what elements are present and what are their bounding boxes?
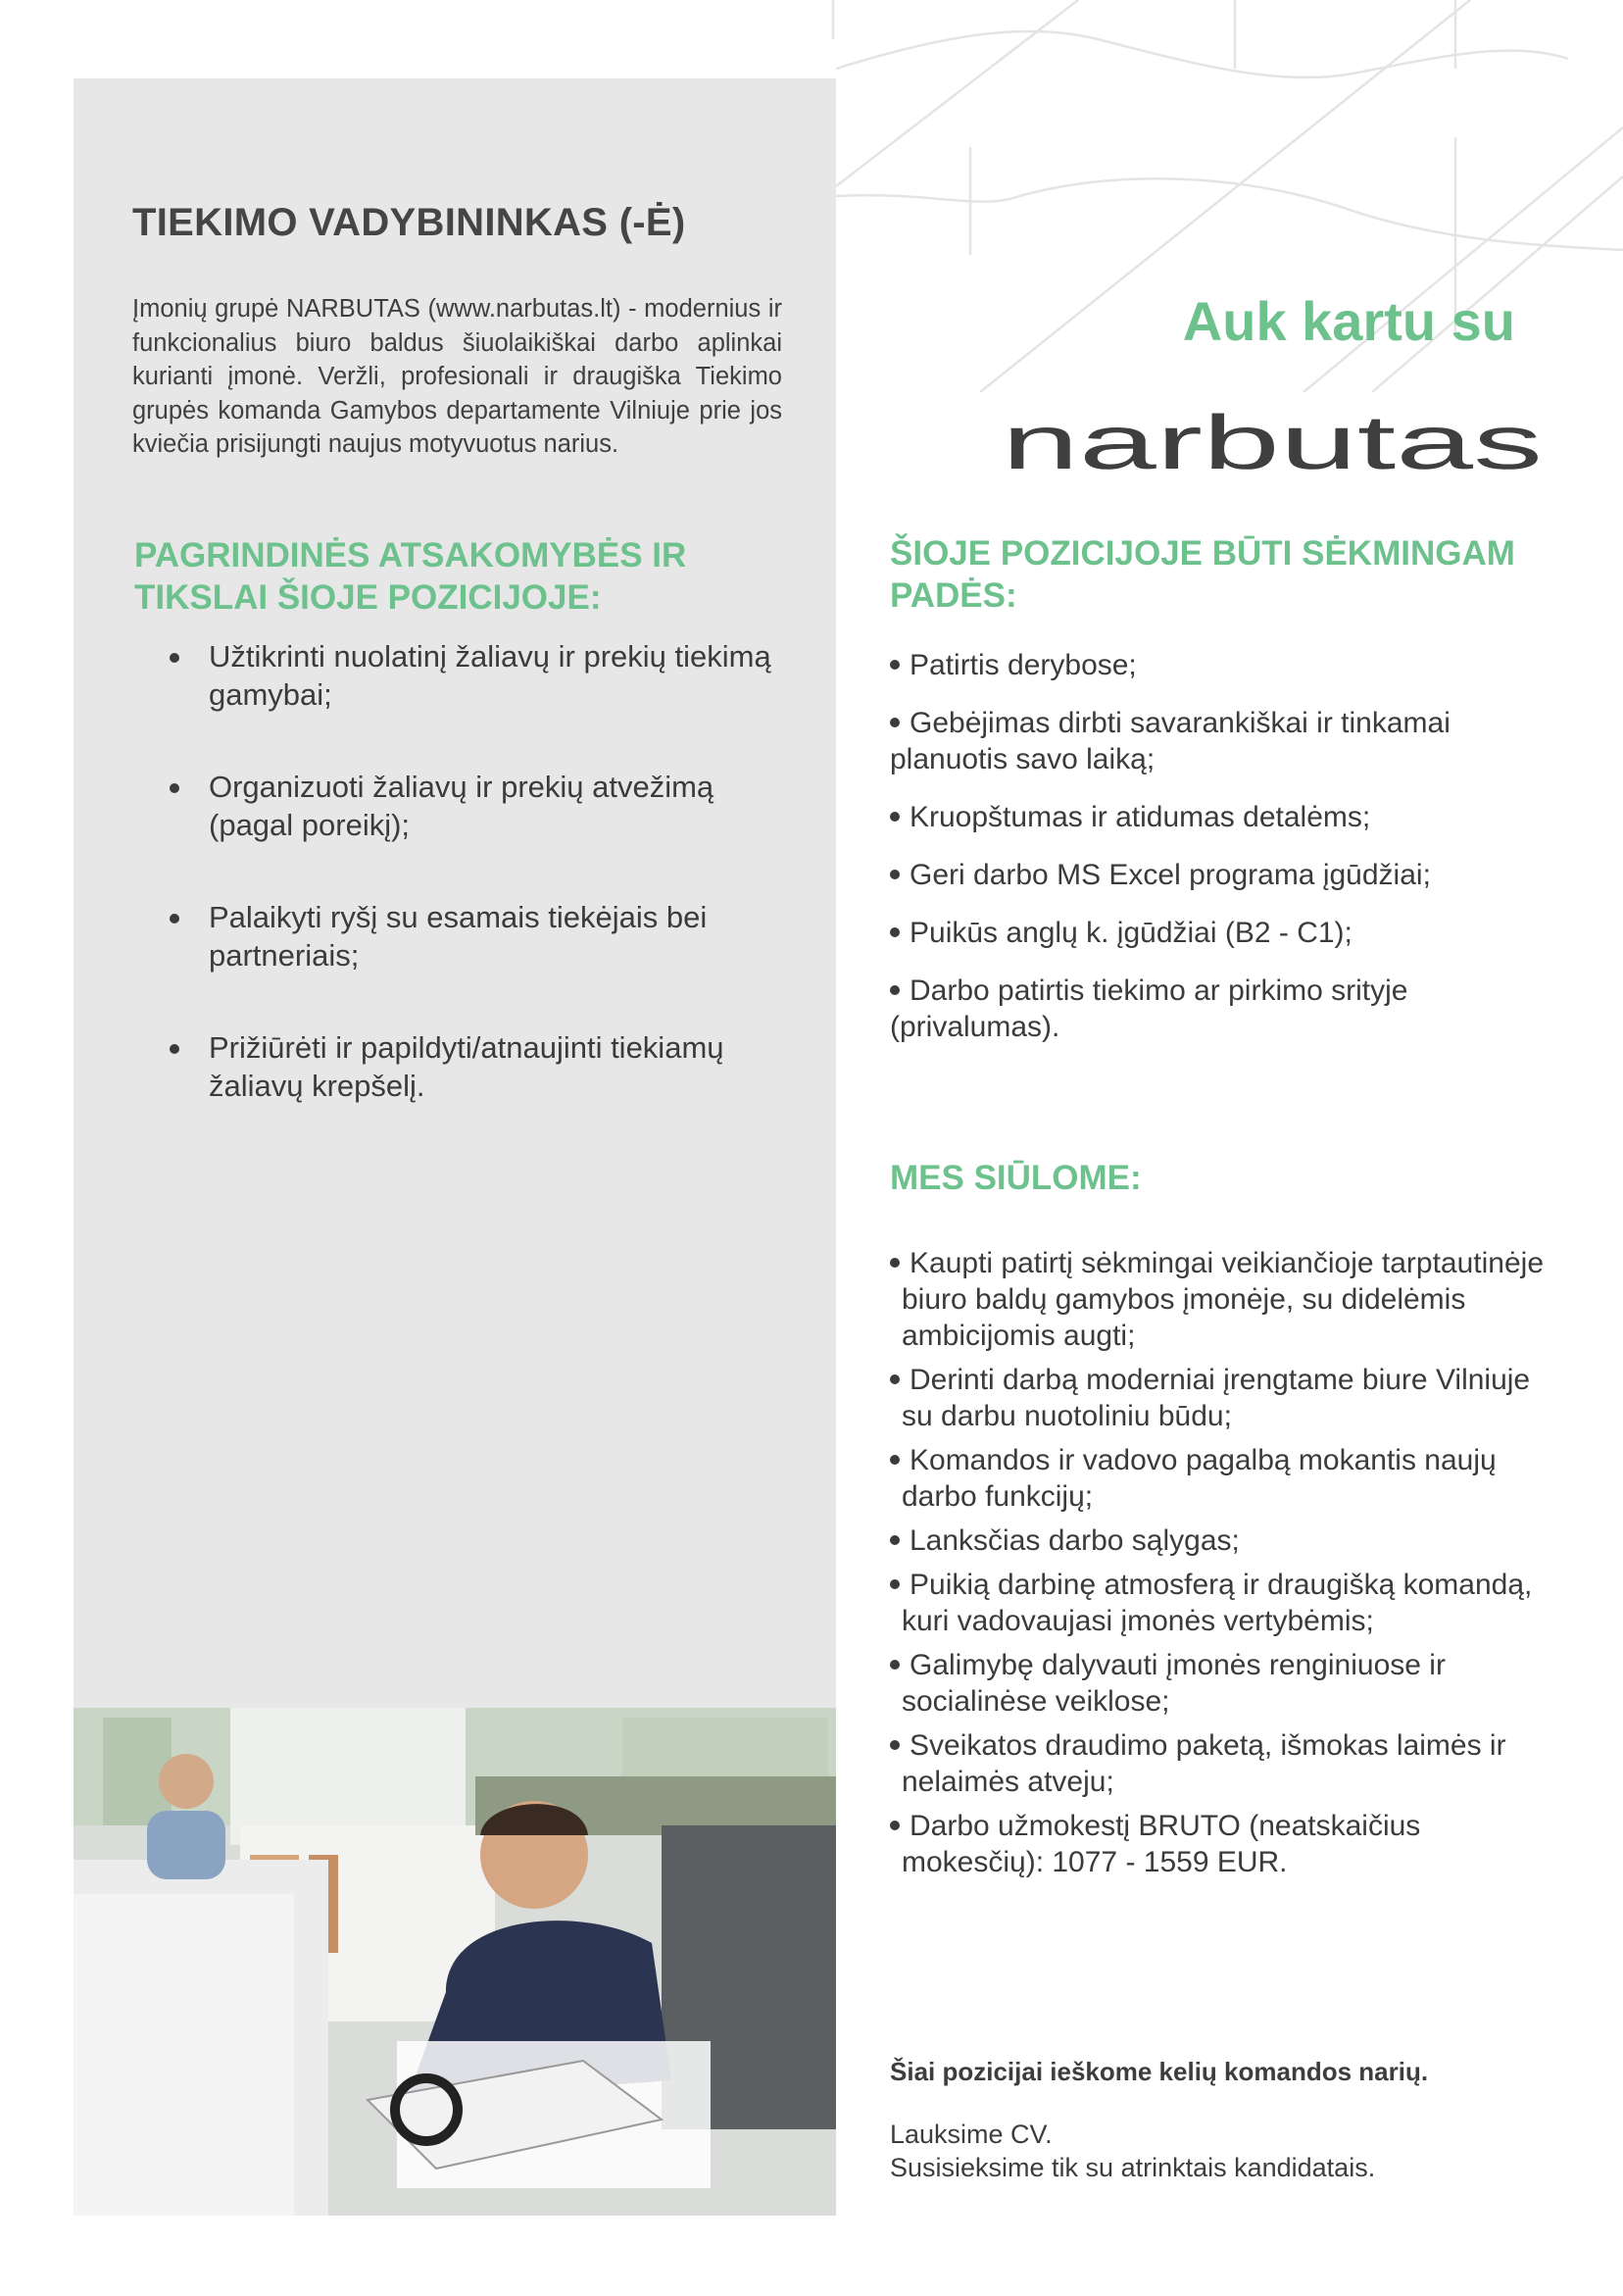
requirements-heading-line2: PADĖS: [890, 576, 1017, 615]
list-item: Kaupti patirtį sėkmingai veikiančioje tarptautinėje biuro baldų gamybos įmonėje, su didelėmis ambicijomis augti; [890, 1245, 1566, 1354]
bullet-icon [890, 718, 900, 727]
offer-heading: MES SIŪLOME: [890, 1159, 1142, 1197]
tagline: Auk kartu su [1182, 290, 1515, 352]
responsibilities-list [162, 637, 789, 1159]
job-title: TIEKIMO VADYBININKAS (-Ė) [132, 201, 686, 244]
closing-line1: Lauksime CV. [890, 2120, 1053, 2149]
requirements-list [890, 647, 1576, 1067]
offer-list [890, 1245, 1566, 1888]
requirements-heading-line1: ŠIOJE POZICIJOJE BŪTI SĖKMINGAM [890, 534, 1515, 573]
bullet-icon [890, 660, 900, 670]
company-intro: Įmonių grupė NARBUTAS (www.narbutas.lt) - modernius ir funkcionalius biuro baldus šiuolaikiškai darbo aplinkai kurianti įmonė. Veržli, profesionali ir draugiška Tiekimo grupės komanda Gamybos departamente Vilniuje prie jos kviečia prisijungti naujus motyvuotus narius. [132, 295, 782, 458]
bullet-icon [890, 985, 900, 995]
list-item: Lanksčias darbo sąlygas; [890, 1522, 1566, 1559]
list-item: Derinti darbą moderniai įrengtame biure Vilniuje su darbu nuotoliniu būdu; [890, 1362, 1566, 1434]
responsibilities-heading-line2: TIKSLAI ŠIOJE POZICIJOJE: [134, 578, 602, 617]
list-item: Organizuoti žaliavų ir prekių atvežimą (pagal poreikį); [162, 768, 789, 844]
bullet-icon [890, 1660, 900, 1670]
list-item: Kruopštumas ir atidumas detalėms; [890, 799, 1576, 835]
bullet-icon [890, 1740, 900, 1750]
office-photo [74, 1708, 836, 2216]
bullet-icon [890, 927, 900, 937]
list-item: Patirtis derybose; [890, 647, 1576, 683]
list-item: Galimybę dalyvauti įmonės renginiuose ir socialinėse veiklose; [890, 1647, 1566, 1720]
requirements-heading [890, 532, 1515, 617]
responsibilities-heading [134, 534, 686, 619]
list-item: Palaikyti ryšį su esamais tiekėjais bei partneriais; [162, 898, 789, 974]
closing-line2: Susisieksime tik su atrinktais kandidatais. [890, 2153, 1376, 2182]
list-item: Puikią darbinę atmosferą ir draugišką komandą, kuri vadovaujasi įmonės vertybėmis; [890, 1567, 1566, 1639]
bullet-icon [890, 1579, 900, 1589]
bullet-icon [890, 870, 900, 879]
list-item: Geri darbo MS Excel programa įgūdžiai; [890, 857, 1576, 893]
list-item: Sveikatos draudimo paketą, išmokas laimės ir nelaimės atveju; [890, 1727, 1566, 1800]
closing-note: Šiai pozicijai ieškome kelių komandos narių. [890, 2057, 1429, 2086]
logo-text: narbutas [1002, 412, 1543, 476]
list-item: Komandos ir vadovo pagalbą mokantis naujų darbo funkcijų; [890, 1442, 1566, 1515]
list-item: Gebėjimas dirbti savarankiškai ir tinkamai planuotis savo laiką; [890, 707, 1451, 775]
bullet-icon [890, 1258, 900, 1268]
narbutas-logo [1002, 412, 1543, 476]
list-item: Darbo patirtis tiekimo ar pirkimo srityje (privalumas). [890, 974, 1408, 1043]
list-item: Puikūs anglų k. įgūdžiai (B2 - C1); [890, 915, 1576, 951]
bullet-icon [890, 1821, 900, 1830]
bullet-icon [890, 812, 900, 822]
bullet-icon [890, 1455, 900, 1465]
bullet-icon [890, 1535, 900, 1545]
bullet-icon [890, 1374, 900, 1384]
closing-text [890, 2118, 1375, 2184]
responsibilities-heading-line1: PAGRINDINĖS ATSAKOMYBĖS IR [134, 536, 687, 574]
list-item: Prižiūrėti ir papildyti/atnaujinti tiekiamų žaliavų krepšelį. [162, 1028, 789, 1105]
list-item: Užtikrinti nuolatinį žaliavų ir prekių tiekimą gamybai; [162, 637, 789, 714]
list-item: Darbo užmokestį BRUTO (neatskaičius mokesčių): 1077 - 1559 EUR. [890, 1808, 1566, 1880]
